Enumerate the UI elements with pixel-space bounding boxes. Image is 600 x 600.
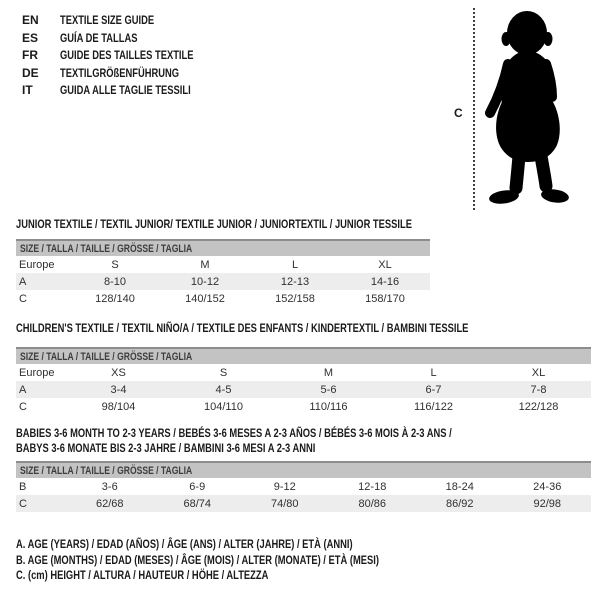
row-label: A [16,273,70,290]
age-row [16,381,591,398]
junior-size-table [16,239,430,307]
age-row [16,273,430,290]
table-cell: 3-4 [66,381,171,398]
table-cell: 12-13 [250,273,340,290]
table-cell: 4-5 [171,381,276,398]
section-title-babies [16,426,452,456]
language-code: EN [22,13,39,27]
language-code: DE [22,65,39,80]
footnotes [16,537,481,584]
size-header-row [16,348,591,364]
language-list [22,13,231,101]
size-column-header: L [291,258,299,271]
language-code: IT [22,83,33,97]
table-cell: 18-24 [445,480,474,493]
section-title-babies-line2: BABYS 3-6 MONATE BIS 2-3 JAHRE / BAMBINI 3-6 MESI A 2-3 ANNI [16,441,316,455]
size-header-cell [16,348,591,364]
language-title: GUIDE DES TAILLES TEXTILE [60,48,194,62]
baby-silhouette-icon [481,8,573,210]
table-cell: 152/158 [275,292,315,305]
table-cell: 122/128 [518,400,559,413]
table-cell: 140/152 [185,292,225,305]
size-column-header: S [219,366,228,379]
table-cell: 8-10 [70,273,160,290]
age-months-row [16,478,591,495]
columns-row [16,364,591,381]
height-row [16,290,430,307]
language-title: GUIDA ALLE TAGLIE TESSILI [60,83,191,97]
children-size-table [16,347,591,415]
footnote-b: B. AGE (MONTHS) / EDAD (MESES) / ÂGE (MOIS) / ALTER (MONATE) / ETÀ (MESI) [16,552,379,567]
row-label: C [19,292,27,305]
region-label: Europe [19,258,55,271]
table-cell: 6-7 [381,381,486,398]
language-title: TEXTILGRÖßENFÜHRUNG [60,65,180,80]
footnote-c: C. (cm) HEIGHT / ALTURA / HAUTEUR / HÖHE / ALTEZZA [16,568,269,582]
footnote-a: A. AGE (YEARS) / EDAD (AÑOS) / ÂGE (ANS) / ALTER (JAHRE) / ETÀ (ANNI) [16,537,353,551]
row-label: A [16,381,66,398]
region-label: Europe [19,366,55,379]
size-header-row [16,462,591,478]
table-cell: 158/170 [365,292,405,305]
table-cell: 5-6 [276,381,381,398]
table-cell: 74/80 [241,495,329,512]
size-column-header: M [200,258,210,271]
table-cell: 14-16 [340,273,430,290]
size-header-label: SIZE / TALLA / TAILLE / GRÖSSE / TAGLIA [20,464,193,477]
table-cell: 92/98 [504,495,592,512]
language-row-es [22,31,231,49]
size-header-cell [16,462,591,478]
size-header-label: SIZE / TALLA / TAILLE / GRÖSSE / TAGLIA [20,350,193,363]
size-header-label: SIZE / TALLA / TAILLE / GRÖSSE / TAGLIA [20,242,193,255]
row-label: B [19,480,27,493]
table-cell: 10-12 [160,273,250,290]
height-measure-label: C [454,106,463,120]
size-column-header: XS [111,366,126,379]
language-title: GUÍA DE TALLAS [60,30,138,45]
table-cell: 9-12 [273,480,296,493]
section-title-babies-line1: BABIES 3-6 MONTH TO 2-3 YEARS / BEBÉS 3-6 MESES A 2-3 AÑOS / BÉBÉS 3-6 MOIS À 2-3 ANS / [16,426,452,440]
language-code: FR [22,48,38,62]
language-row-it [22,83,231,101]
size-header-row [16,240,430,256]
height-row [16,398,591,415]
table-cell: 6-9 [189,480,206,493]
table-cell: 98/104 [101,400,136,413]
babies-size-table [16,461,591,512]
size-column-header: M [323,366,334,379]
language-code: ES [22,30,39,45]
height-row [16,495,591,512]
section-title-children: CHILDREN'S TEXTILE / TEXTIL NIÑO/A / TEXTILE DES ENFANTS / KINDERTEXTIL / BAMBINI TESSILE [16,321,469,335]
table-cell: 68/74 [154,495,242,512]
height-measure-line [473,8,475,210]
language-row-de [22,66,231,84]
table-cell: 12-18 [358,480,387,493]
language-row-fr [22,48,231,66]
table-cell: 80/86 [329,495,417,512]
table-cell: 104/110 [204,400,243,413]
table-cell: 62/68 [66,495,154,512]
size-column-header: S [111,258,119,271]
table-cell: 110/116 [309,400,348,413]
row-label: C [16,495,66,512]
columns-row [16,256,430,273]
row-label: C [19,400,27,413]
table-cell: 86/92 [416,495,504,512]
size-column-header: XL [531,366,546,379]
table-cell: 3-6 [101,480,118,493]
language-title: TEXTILE SIZE GUIDE [60,13,155,27]
section-title-junior: JUNIOR TEXTILE / TEXTIL JUNIOR/ TEXTILE JUNIOR / JUNIORTEXTIL / JUNIOR TESSILE [16,217,412,231]
size-column-header: XL [378,258,392,271]
size-header-cell [16,240,430,256]
table-cell: 24-36 [533,480,562,493]
table-cell: 116/122 [414,400,453,413]
size-column-header: L [430,366,437,379]
language-row-en [22,13,231,31]
table-cell: 128/140 [95,292,135,305]
table-cell: 7-8 [486,381,591,398]
